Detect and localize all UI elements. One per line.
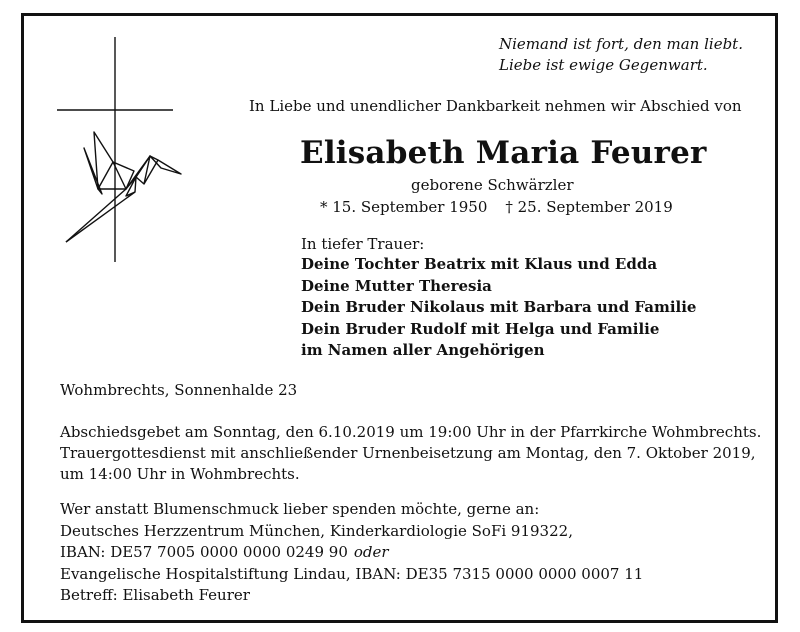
motto-quote [499, 34, 743, 76]
life-dates [320, 198, 673, 216]
mourners-list [301, 254, 696, 362]
or-text: oder [353, 543, 389, 561]
donation-iban-line [60, 542, 643, 564]
mourner-line: Deine Mutter Theresia [301, 276, 492, 295]
motto-line: Liebe ist ewige Gegenwart. [499, 56, 708, 74]
deceased-name: Elisabeth Maria Feurer [300, 135, 707, 171]
death-date: † 25. September 2019 [505, 198, 673, 216]
mourning-intro: In tiefer Trauer: [301, 235, 425, 253]
farewell-intro: In Liebe und unendlicher Dankbarkeit nehmen wir Abschied von [249, 97, 742, 115]
donation-line: Evangelische Hospitalstiftung Lindau, IBAN: DE35 7315 0000 0000 0007 11 [60, 564, 644, 583]
origami-bird-icon [66, 132, 181, 242]
iban-text: IBAN: DE57 7005 0000 0000 0249 90 [60, 543, 348, 561]
donation-line: Deutsches Herzzentrum München, Kinderkardiologie SoFi 919322, [60, 521, 573, 540]
family-address: Wohmbrechts, Sonnenhalde 23 [60, 381, 298, 399]
service-line: um 14:00 Uhr in Wohmbrechts. [60, 465, 300, 483]
motto-line: Niemand ist fort, den man liebt. [499, 35, 743, 53]
donation-line: Wer anstatt Blumenschmuck lieber spenden möchte, gerne an: [60, 500, 540, 518]
mourner-line: Dein Bruder Rudolf mit Helga und Familie [301, 319, 660, 338]
service-line: Abschiedsgebet am Sonntag, den 6.10.2019 um 19:00 Uhr in der Pfarrkirche Wohmbrechts. [60, 423, 762, 441]
birth-name: geborene Schwärzler [411, 176, 574, 194]
birth-date: * 15. September 1950 [320, 198, 488, 216]
donation-info [60, 499, 643, 607]
mourner-line: im Namen aller Angehörigen [301, 341, 545, 359]
donation-reference: Betreff: Elisabeth Feurer [60, 586, 250, 604]
service-details [60, 422, 761, 485]
obituary-notice [21, 13, 778, 623]
cross-with-origami-bird-icon [54, 34, 194, 264]
mourner-line: Dein Bruder Nikolaus mit Barbara und Familie [301, 298, 697, 316]
mourner-line: Deine Tochter Beatrix mit Klaus und Edda [301, 255, 658, 273]
service-line: Trauergottesdienst mit anschließender Urnenbeisetzung am Montag, den 7. Oktober 2019, [60, 444, 756, 462]
